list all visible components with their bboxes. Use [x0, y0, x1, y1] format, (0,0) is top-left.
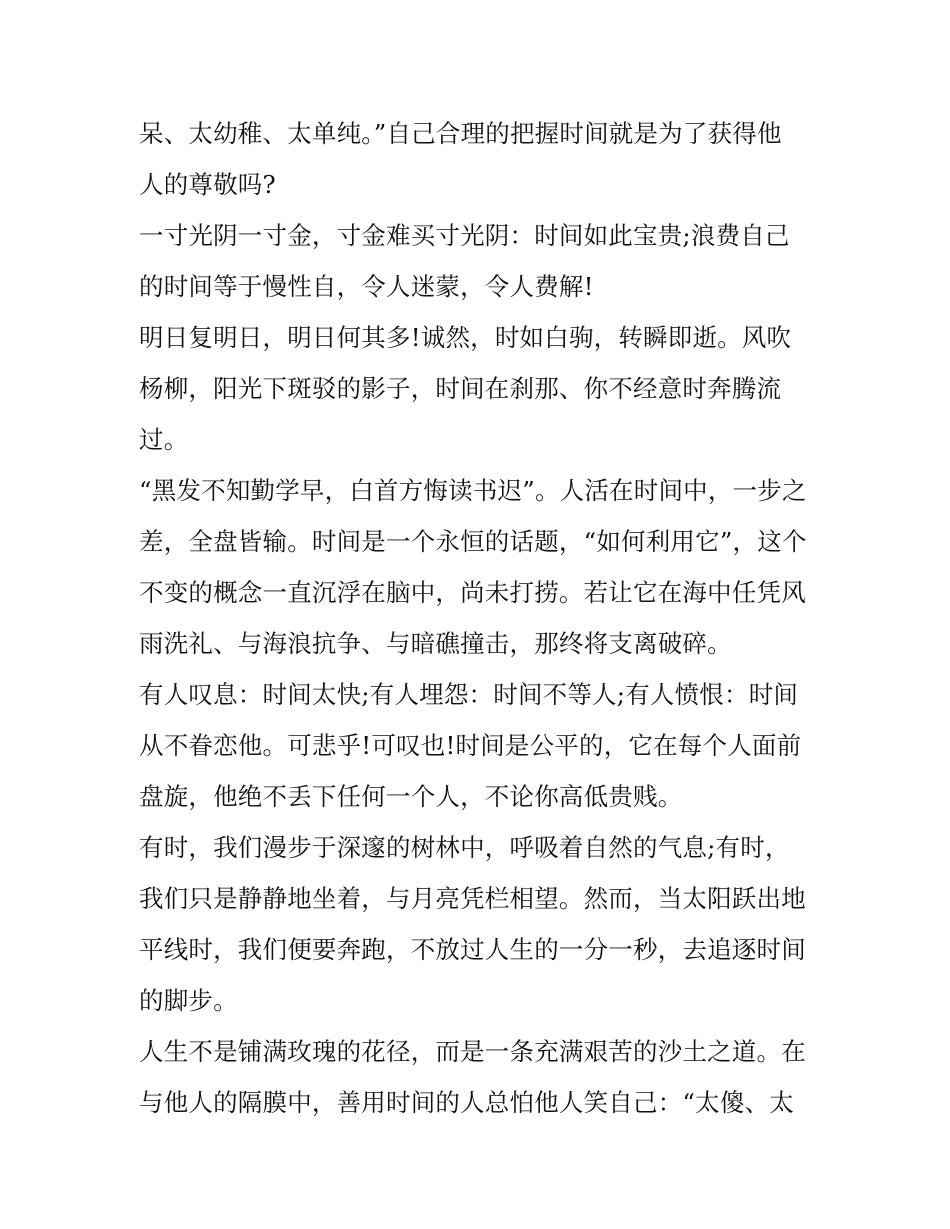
text-line: 呆、太幼稚、太单纯。”自己合理的把握时间就是为了获得他	[139, 119, 782, 148]
text-line: 杨柳，阳光下斑驳的影子，时间在刹那、你不经意时奔腾流	[139, 374, 782, 403]
text-line: 过。	[139, 425, 189, 454]
text-line: 一寸光阴一寸金，寸金难买寸光阴：时间如此宝贵;浪费自己	[139, 221, 790, 250]
essay-text	[139, 108, 819, 1128]
text-line: 从不眷恋他。可悲乎!可叹也!时间是公平的，它在每个人面前	[139, 731, 802, 760]
text-line: 有人叹息：时间太快;有人埋怨：时间不等人;有人愤恨：时间	[139, 680, 799, 709]
text-line: 与他人的隔膜中，善用时间的人总怕他人笑自己：“太傻、太	[139, 1088, 794, 1117]
text-line: 盘旋，他绝不丢下任何一个人，不论你高低贵贱。	[139, 782, 683, 811]
text-line: 有时，我们漫步于深邃的树林中，呼吸着自然的气息;有时，	[139, 833, 790, 862]
text-line: 人的尊敬吗?	[139, 170, 276, 199]
text-line: 的脚步。	[139, 986, 238, 1015]
text-line: 不变的概念一直沉浮在脑中，尚未打捞。若让它在海中任凭风	[139, 578, 806, 607]
text-line: 平线时，我们便要奔跑，不放过人生的一分一秒，去追逐时间	[139, 935, 806, 964]
text-line: 差，全盘皆输。时间是一个永恒的话题，“如何利用它”，这个	[139, 527, 807, 556]
text-line: 我们只是静静地坐着，与月亮凭栏相望。然而，当太阳跃出地	[139, 884, 806, 913]
text-line: 雨洗礼、与海浪抗争、与暗礁撞击，那终将支离破碎。	[139, 629, 732, 658]
text-line: 的时间等于慢性自，令人迷蒙，令人费解!	[139, 272, 594, 301]
text-line: “黑发不知勤学早，白首方悔读书迟”。人活在时间中，一步之	[139, 476, 807, 505]
text-line: 明日复明日，明日何其多!诚然，时如白驹，转瞬即逝。风吹	[139, 323, 792, 352]
text-line: 人生不是铺满玫瑰的花径，而是一条充满艰苦的沙土之道。在	[139, 1037, 806, 1066]
